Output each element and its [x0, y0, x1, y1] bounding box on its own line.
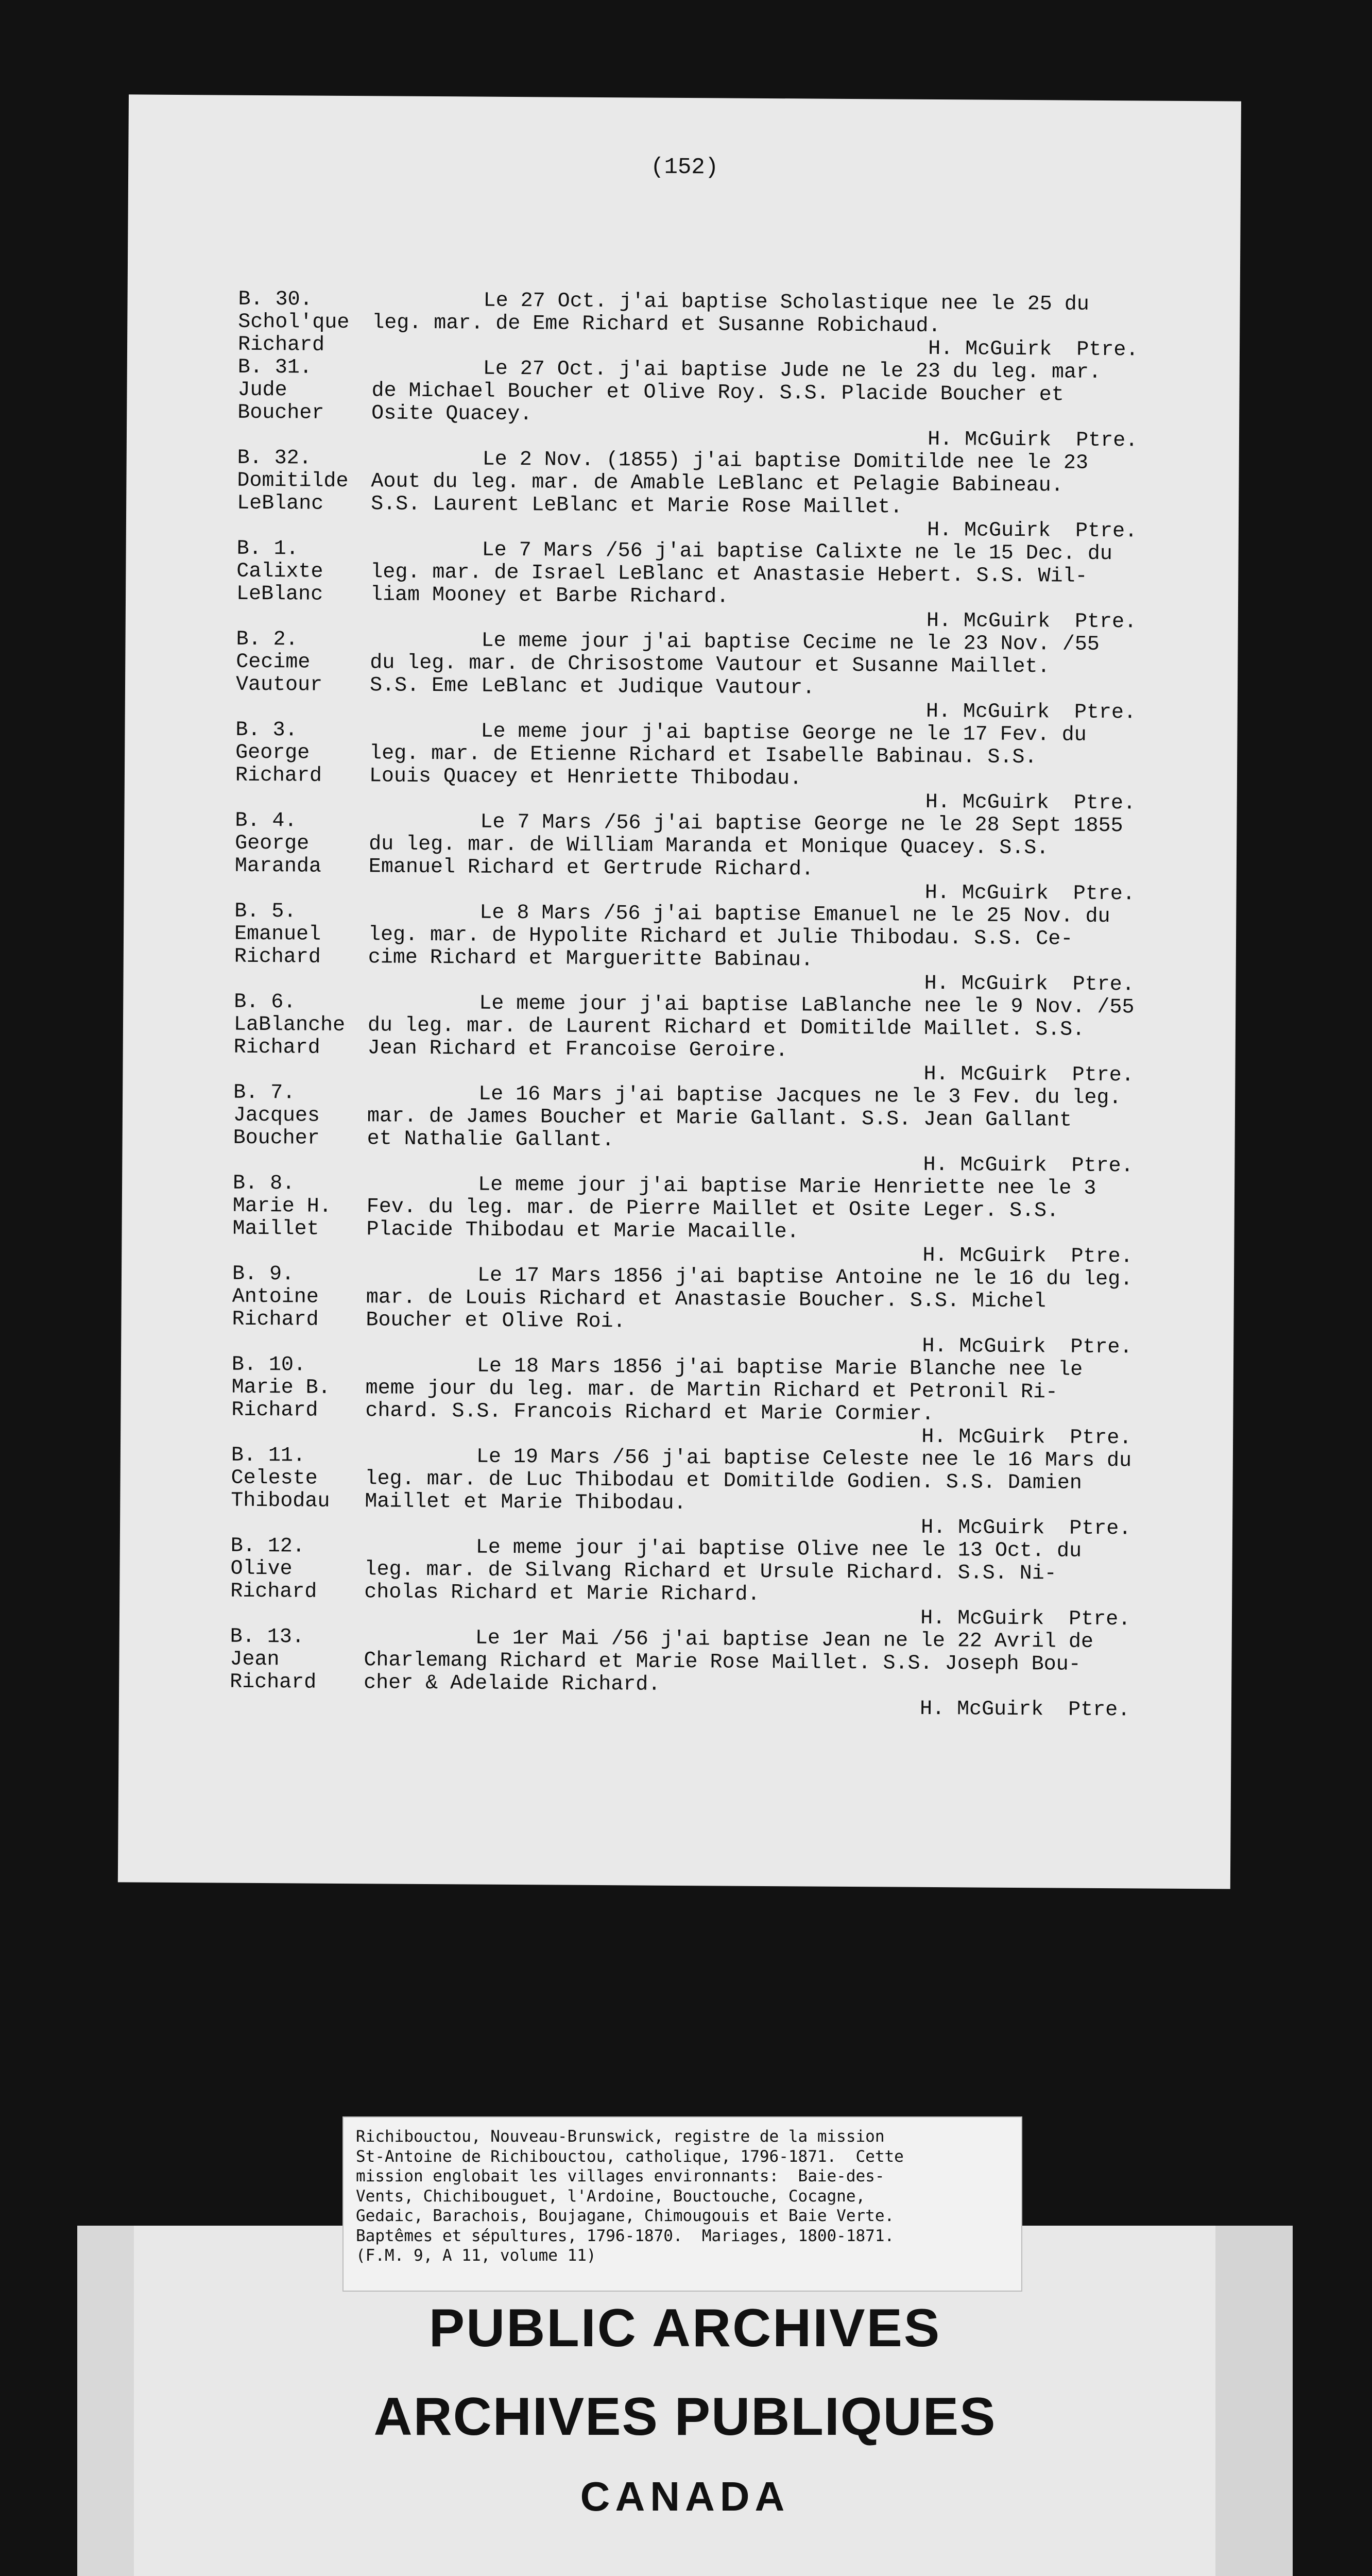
entry-line: Le meme jour j'ai baptise Marie Henriette nee le 3 [366, 1173, 1096, 1200]
entry-line: Le meme jour j'ai baptise Olive nee le 13 Oct. du [364, 1535, 1082, 1563]
entry-line: Emanuel Richard et Gertrude Richard. [368, 855, 814, 882]
entry-margin-label [234, 901, 368, 992]
entry-line: cime Richard et Margueritte Babinau. [368, 946, 814, 972]
margin-line: Richard [235, 764, 322, 788]
baptism-entry [237, 447, 1180, 544]
entry-line: Le 17 Mars 1856 j'ai baptise Antoine ne le 16 du leg. [366, 1263, 1133, 1292]
entry-text [368, 810, 1177, 906]
slip-line: Vents, Chichibouguet, l'Ardoine, Bouctouche, Cocagne, [356, 2187, 866, 2206]
entry-line: Le 7 Mars /56 j'ai baptise Calixte ne le 15 Dec. du [370, 538, 1112, 566]
baptism-entry [234, 901, 1177, 997]
margin-line: Jean [230, 1648, 280, 1672]
baptism-entry [231, 1354, 1174, 1450]
margin-line: Vautour [235, 673, 323, 697]
margin-line: Maillet [232, 1217, 319, 1241]
baptism-entry [233, 1082, 1176, 1178]
margin-line: Richard [231, 1398, 318, 1422]
entry-line: Le meme jour j'ai baptise Cecime ne le 23 Nov. /55 [370, 629, 1100, 656]
margin-line: B. 9. [232, 1262, 295, 1286]
entry-line: Le 16 Mars j'ai baptise Jacques ne le 3 Fev. du leg. [367, 1082, 1122, 1110]
entry-text [370, 629, 1179, 725]
entry-text [368, 901, 1177, 997]
margin-line: Richard [230, 1670, 317, 1694]
slip-line: Gedaic, Barachois, Boujagane, Chimougouis et Baie Verte. [356, 2207, 895, 2225]
entry-margin-label [231, 1445, 365, 1536]
entry-line: S.S. Eme LeBlanc et Judique Vautour. [369, 674, 815, 700]
margin-line: Olive [230, 1557, 293, 1581]
entry-text [371, 448, 1180, 544]
margin-line: Schol'que [238, 310, 350, 335]
entry-line: leg. mar. de Luc Thibodau et Domitilde Godien. S.S. Damien [365, 1467, 1082, 1495]
margin-line: B. 12. [230, 1534, 305, 1558]
entry-margin-label [232, 1173, 367, 1264]
entry-line: cher & Adelaide Richard. [364, 1671, 661, 1697]
margin-line: Domitilde [237, 469, 349, 494]
entry-line: H. McGuirk Ptre. [363, 1694, 1130, 1722]
entry-line: H. McGuirk Ptre. [368, 878, 1135, 906]
entry-line: Aout du leg. mar. de Amable LeBlanc et Pelagie Babineau. [371, 470, 1064, 498]
margin-line: B. 4. [235, 809, 297, 833]
entry-text [367, 1082, 1176, 1178]
entry-text [372, 289, 1181, 362]
entry-line: Charlemang Richard et Marie Rose Maillet. S.S. Joseph Bou- [364, 1649, 1081, 1676]
entry-text [367, 992, 1176, 1088]
entry-margin-label [236, 538, 371, 630]
entry-line: mar. de Louis Richard et Anastasie Boucher. S.S. Michel [366, 1286, 1047, 1314]
stamp-archives-publiques: ARCHIVES PUBLIQUES [373, 2387, 997, 2447]
entry-line: Placide Thibodau et Marie Macaille. [366, 1218, 799, 1244]
entry-text [366, 1173, 1175, 1269]
entry-line: H. McGuirk Ptre. [370, 515, 1138, 544]
entry-line: H. McGuirk Ptre. [371, 425, 1138, 453]
entry-line: S.S. Laurent LeBlanc et Marie Rose Maillet. [371, 493, 903, 519]
entry-line: Le 27 Oct. j'ai baptise Jude ne le 23 du leg. mar. [371, 357, 1102, 384]
margin-line: B. 10. [231, 1353, 306, 1377]
margin-line: Richard [232, 1308, 319, 1332]
entry-line: du leg. mar. de Chrisostome Vautour et Susanne Maillet. [370, 651, 1050, 679]
margin-line: B. 3. [235, 718, 298, 742]
slip-line: St-Antoine de Richibouctou, catholique, 1796-1871. Cette [356, 2147, 904, 2166]
entry-line: H. McGuirk Ptre. [369, 787, 1136, 816]
margin-line: B. 8. [232, 1172, 295, 1196]
margin-line: Boucher [237, 401, 324, 425]
entry-margin-label [237, 357, 372, 448]
entry-line: Osite Quacey. [371, 402, 533, 427]
entry-line: Le meme jour j'ai baptise George ne le 17 Fev. du [369, 719, 1087, 747]
slip-line: mission englobait les villages environnants: Baie-des- [356, 2167, 885, 2185]
entry-line: leg. mar. de Eme Richard et Susanne Robichaud. [372, 311, 941, 338]
entry-margin-label [235, 719, 370, 811]
stamp-public-archives: PUBLIC ARCHIVES [428, 2298, 941, 2358]
margin-line: B. 1. [236, 537, 299, 561]
entry-line: leg. mar. de Etienne Richard et Isabelle Babinau. S.S. [369, 742, 1037, 770]
margin-line: Richard [230, 1580, 317, 1604]
slip-line: Richibouctou, Nouveau-Brunswick, registre de la mission [356, 2127, 885, 2146]
entry-line: Le 2 Nov. (1855) j'ai baptise Domitilde nee le 23 [371, 447, 1089, 475]
entry-line: Le 8 Mars /56 j'ai baptise Emanuel ne le 25 Nov. du [368, 901, 1110, 929]
baptism-entry [230, 1626, 1173, 1722]
baptism-entry [236, 538, 1179, 634]
entry-text [364, 1536, 1173, 1632]
entry-line: H. McGuirk Ptre. [364, 1513, 1131, 1541]
baptism-entry [234, 810, 1177, 906]
entry-line: Le 7 Mars /56 j'ai baptise George ne le 28 Sept 1855 [369, 810, 1123, 838]
entry-line: H. McGuirk Ptre. [364, 1603, 1131, 1632]
entry-line: Le 1er Mai /56 j'ai baptise Jean ne le 22 Avril de [364, 1626, 1094, 1654]
margin-line: B. 11. [231, 1444, 306, 1468]
slip-line: (F.M. 9, A 11, volume 11) [356, 2246, 596, 2265]
entry-line: leg. mar. de Hypolite Richard et Julie Thibodau. S.S. Ce- [368, 923, 1073, 951]
entry-text [364, 1626, 1173, 1722]
entry-text [366, 1264, 1175, 1360]
margin-line: Emanuel [234, 922, 321, 946]
entry-line: et Nathalie Gallant. [367, 1127, 614, 1153]
entry-line: Le 18 Mars 1856 j'ai baptise Marie Blanche nee le [365, 1354, 1083, 1382]
entry-line: du leg. mar. de Laurent Richard et Domitilde Maillet. S.S. [367, 1014, 1085, 1042]
entry-line: H. McGuirk Ptre. [371, 334, 1139, 362]
entry-line: chard. S.S. Francois Richard et Marie Cormier. [365, 1399, 934, 1427]
margin-line: LeBlanc [237, 492, 324, 516]
margin-line: Thibodau [231, 1489, 330, 1513]
entry-line: leg. mar. de Israel LeBlanc et Anastasie Hebert. S.S. Wil- [370, 561, 1088, 588]
entry-text [369, 720, 1178, 816]
entry-text [365, 1445, 1174, 1541]
entry-line: Le 19 Mars /56 j'ai baptise Celeste nee le 16 Mars du [365, 1445, 1132, 1473]
entry-line: liam Mooney et Barbe Richard. [370, 583, 729, 609]
baptism-entry [237, 357, 1180, 453]
margin-line: B. 31. [237, 355, 312, 380]
entry-line: H. McGuirk Ptre. [365, 1422, 1132, 1450]
register-page [118, 94, 1241, 1889]
entry-line: H. McGuirk Ptre. [366, 1331, 1133, 1360]
margin-line: George [235, 832, 310, 856]
entry-line: Louis Quacey et Henriette Thibodau. [369, 765, 802, 791]
entry-text [371, 357, 1180, 453]
baptism-entry [231, 1445, 1174, 1541]
entry-line: Fev. du leg. mar. de Pierre Maillet et Osite Leger. S.S. [366, 1195, 1059, 1223]
entry-line: du leg. mar. de William Maranda et Monique Quacey. S.S. [369, 833, 1049, 860]
entry-margin-label [232, 1263, 366, 1355]
entry-line: meme jour du leg. mar. de Martin Richard et Petronil Ri- [365, 1377, 1058, 1404]
entry-line: Le 27 Oct. j'ai baptise Scholastique nee le 25 du [372, 289, 1089, 316]
margin-line: Cecime [236, 650, 311, 674]
slip-line: Baptêmes et sépultures, 1796-1870. Mariages, 1800-1871. [356, 2226, 895, 2245]
baptism-entries [230, 289, 1181, 1722]
margin-line: Richard [234, 945, 321, 969]
margin-line: LaBlanche [233, 1013, 346, 1038]
entry-text [370, 538, 1179, 634]
margin-line: Marie H. [232, 1194, 332, 1218]
margin-line: B. 6. [234, 990, 296, 1014]
entry-margin-label [236, 629, 370, 720]
margin-line: Maranda [234, 854, 322, 878]
entry-text [365, 1354, 1174, 1450]
margin-line: B. 30. [238, 287, 313, 312]
margin-line: Jacques [233, 1104, 320, 1128]
margin-line: Jude [237, 378, 287, 402]
entry-line: H. McGuirk Ptre. [367, 1150, 1134, 1178]
entry-margin-label [237, 447, 371, 539]
entry-margin-label [233, 991, 368, 1083]
baptism-entry [232, 1173, 1175, 1269]
margin-line: Richard [233, 1036, 320, 1060]
margin-line: B. 2. [236, 628, 298, 652]
margin-line: Calixte [236, 560, 323, 584]
margin-line: B. 13. [230, 1625, 304, 1649]
margin-line: Boucher [233, 1126, 320, 1150]
margin-line: Celeste [231, 1466, 318, 1490]
margin-line: LeBlanc [236, 582, 323, 606]
baptism-entry [238, 289, 1181, 362]
entry-line: Boucher et Olive Roi. [366, 1309, 626, 1334]
page-number: (152) [650, 154, 719, 181]
entry-line: leg. mar. de Silvang Richard et Ursule Richard. S.S. Ni- [364, 1558, 1057, 1586]
entry-line: H. McGuirk Ptre. [366, 1241, 1133, 1269]
entry-line: Le meme jour j'ai baptise LaBlanche nee le 9 Nov. /55 [368, 991, 1135, 1020]
entry-margin-label [238, 289, 372, 358]
entry-margin-label [233, 1082, 367, 1174]
margin-line: George [235, 741, 310, 765]
entry-line: Maillet et Marie Thibodau. [365, 1490, 687, 1516]
margin-line: Antoine [232, 1285, 319, 1309]
entry-line: de Michael Boucher et Olive Roy. S.S. Placide Boucher et [371, 379, 1064, 407]
entry-margin-label [234, 810, 369, 902]
baptism-entry [235, 719, 1178, 816]
baptism-entry [233, 991, 1176, 1088]
entry-line: H. McGuirk Ptre. [370, 606, 1137, 634]
entry-line: H. McGuirk Ptre. [368, 969, 1135, 997]
margin-line: B. 5. [234, 900, 297, 924]
entry-margin-label [231, 1354, 366, 1446]
entry-line: Jean Richard et Francoise Geroire. [367, 1037, 788, 1063]
margin-line: B. 32. [237, 446, 312, 470]
baptism-entry [230, 1535, 1173, 1632]
entry-line: H. McGuirk Ptre. [369, 697, 1137, 725]
archive-description-slip [342, 2116, 1022, 2292]
margin-line: B. 7. [233, 1081, 296, 1105]
entry-line: H. McGuirk Ptre. [367, 1059, 1134, 1088]
entry-margin-label [230, 1535, 365, 1627]
baptism-entry [232, 1263, 1175, 1360]
entry-line: mar. de James Boucher et Marie Gallant. S.S. Jean Gallant [367, 1105, 1072, 1132]
entry-line: cholas Richard et Marie Richard. [364, 1581, 760, 1606]
stamp-canada: CANADA [580, 2473, 790, 2519]
margin-line: Marie B. [231, 1376, 331, 1400]
baptism-entry [236, 629, 1179, 725]
margin-line: Richard [237, 333, 325, 357]
entry-margin-label [230, 1626, 364, 1718]
